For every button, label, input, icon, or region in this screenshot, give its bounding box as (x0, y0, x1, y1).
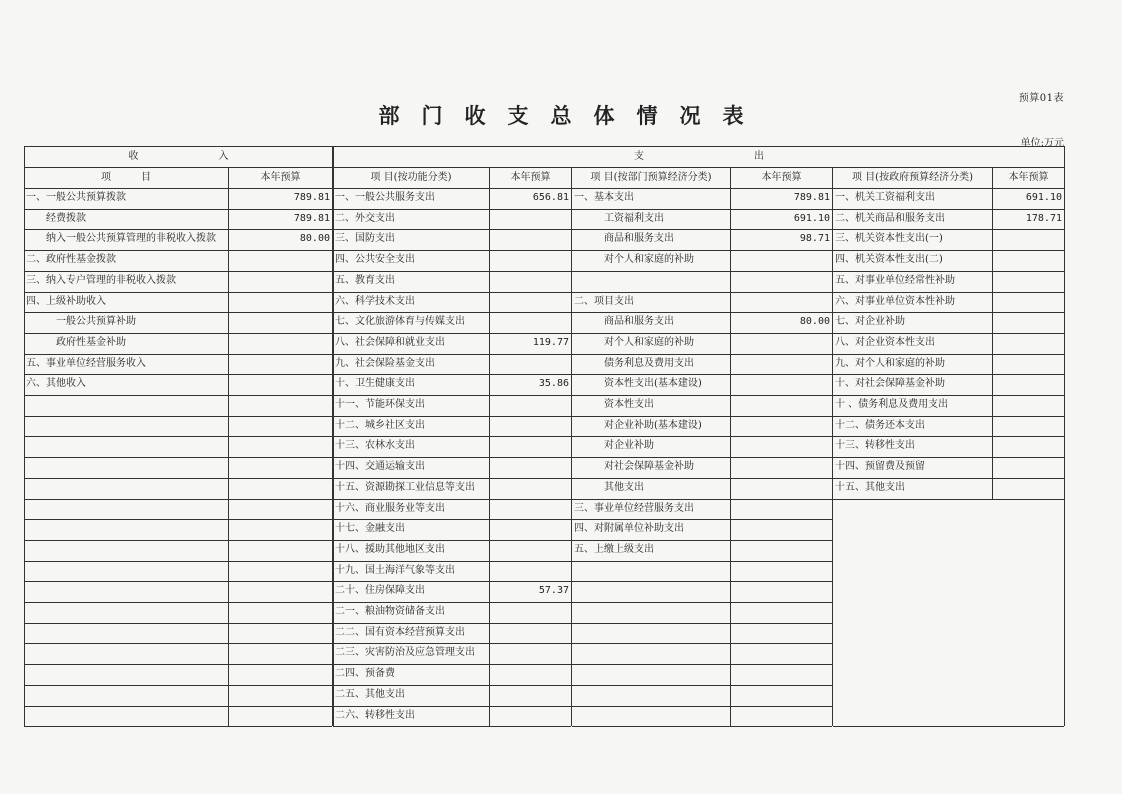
func-item-label: 二六、转移性支出 (335, 710, 415, 721)
gov-item-label: 一、机关工资福利支出 (835, 192, 935, 203)
gov-item-label: 六、对事业单位资本性补助 (835, 296, 955, 307)
gov-item-label: 九、对个人和家庭的补助 (835, 358, 945, 369)
dept-item-label: 商品和服务支出 (604, 316, 674, 327)
func-item-label: 十一、节能环保支出 (335, 399, 425, 410)
grid-line (489, 167, 490, 726)
func-item-label: 二、外交支出 (335, 213, 395, 224)
gov-item-label: 十 、债务利息及费用支出 (835, 399, 949, 410)
income-item-value: 789.81 (293, 192, 330, 203)
header-gov-budget: 本年预算 (1008, 172, 1049, 183)
grid-line (572, 581, 832, 582)
func-item-label: 二二、国有资本经营预算支出 (335, 627, 465, 638)
func-item-value: 35.86 (538, 378, 569, 389)
dept-item-label: 其他支出 (604, 482, 644, 493)
grid-line (572, 685, 832, 686)
income-item-label: 六、其他收入 (26, 378, 86, 389)
grid-line (572, 706, 832, 707)
dept-item-value: 789.81 (793, 192, 830, 203)
dept-item-label: 五、上缴上级支出 (574, 544, 654, 555)
func-item-label: 二四、预备费 (335, 668, 395, 679)
func-item-label: 二五、其他支出 (335, 689, 405, 700)
grid-line (24, 519, 332, 520)
func-item-value: 57.37 (538, 585, 569, 596)
dept-item-label: 工资福利支出 (604, 213, 664, 224)
func-item-label: 二三、灾害防治及应急管理支出 (335, 647, 475, 658)
grid-line (572, 271, 832, 272)
dept-item-label: 对个人和家庭的补助 (604, 254, 694, 265)
dept-item-label: 资本性支出(基本建设) (604, 378, 702, 389)
gov-item-label: 二、机关商品和服务支出 (835, 213, 945, 224)
grid-line (24, 416, 332, 417)
gov-item-label: 三、机关资本性支出(一) (835, 233, 943, 244)
func-item-label: 一、一般公共服务支出 (335, 192, 435, 203)
dept-item-label: 对企业补助 (604, 440, 654, 451)
grid-line (572, 623, 832, 624)
gov-item-label: 十二、债务还本支出 (835, 420, 925, 431)
grid-line (228, 167, 229, 726)
income-item-label: 一、一般公共预算拨款 (26, 192, 126, 203)
gov-item-label: 十三、转移性支出 (835, 440, 915, 451)
grid-line (24, 457, 332, 458)
grid-line (24, 395, 332, 396)
header-func-item: 项 目(按功能分类) (370, 172, 452, 183)
gov-item-label: 五、对事业单位经常性补助 (835, 275, 955, 286)
income-item-label: 政府性基金补助 (56, 337, 126, 348)
income-item-label: 经费拨款 (46, 213, 86, 224)
func-item-value: 656.81 (532, 192, 569, 203)
func-item-label: 十、卫生健康支出 (335, 378, 415, 389)
func-item-label: 十六、商业服务业等支出 (335, 503, 445, 514)
func-item-label: 十二、城乡社区支出 (335, 420, 425, 431)
grid-line (24, 540, 332, 541)
dept-item-label: 三、事业单位经营服务支出 (574, 503, 694, 514)
gov-item-value: 691.10 (1025, 192, 1062, 203)
grid-line (333, 726, 571, 727)
dept-item-label: 对企业补助(基本建设) (604, 420, 702, 431)
grid-line (1064, 146, 1065, 726)
page-title: 部门收支总体情况表 (378, 103, 766, 128)
grid-line (571, 167, 572, 726)
func-item-label: 三、国防支出 (335, 233, 395, 244)
grid-line (24, 561, 332, 562)
grid-line (572, 726, 832, 727)
dept-item-value: 691.10 (793, 213, 830, 224)
dept-item-label: 四、对附属单位补助支出 (574, 523, 684, 534)
grid-line (24, 685, 332, 686)
grid-line (572, 602, 832, 603)
gov-item-label: 四、机关资本性支出(二) (835, 254, 943, 265)
grid-line (992, 167, 993, 499)
func-item-label: 七、文化旅游体育与传媒支出 (335, 316, 465, 327)
func-item-label: 十五、资源勘探工业信息等支出 (335, 482, 475, 493)
grid-line (24, 146, 25, 726)
dept-item-label: 对社会保障基金补助 (604, 461, 694, 472)
header-income-item: 项 目 (101, 172, 151, 183)
header-income: 收 入 (128, 151, 229, 162)
income-item-label: 四、上级补助收入 (26, 296, 106, 307)
income-item-label: 三、纳入专户管理的非税收入拨款 (26, 275, 176, 286)
grid-line (572, 561, 832, 562)
func-item-label: 四、公共安全支出 (335, 254, 415, 265)
gov-item-value: 178.71 (1025, 213, 1062, 224)
grid-line (833, 499, 1064, 500)
grid-line (730, 167, 731, 726)
grid-line (24, 602, 332, 603)
header-dept-budget: 本年预算 (761, 172, 802, 183)
grid-line (24, 643, 332, 644)
func-item-label: 十七、金融支出 (335, 523, 405, 534)
func-item-label: 二一、粮油物资储备支出 (335, 606, 445, 617)
dept-item-label: 商品和服务支出 (604, 233, 674, 244)
grid-line (24, 623, 332, 624)
gov-item-label: 十四、预留费及预留 (835, 461, 925, 472)
dept-item-value: 80.00 (799, 316, 830, 327)
func-item-label: 九、社会保险基金支出 (335, 358, 435, 369)
income-item-value: 80.00 (299, 233, 330, 244)
header-income-budget: 本年预算 (260, 172, 301, 183)
func-item-label: 十九、国土海洋气象等支出 (335, 565, 455, 576)
grid-line (24, 581, 332, 582)
grid-line (24, 436, 332, 437)
income-item-label: 五、事业单位经营服务收入 (26, 358, 146, 369)
dept-item-label: 二、项目支出 (574, 296, 634, 307)
dept-item-label: 资本性支出 (604, 399, 654, 410)
header-gov-item: 项 目(按政府预算经济分类) (852, 172, 973, 183)
dept-item-value: 98.71 (799, 233, 830, 244)
func-item-label: 六、科学技术支出 (335, 296, 415, 307)
grid-line (333, 146, 334, 726)
income-item-value: 789.81 (293, 213, 330, 224)
func-item-label: 五、教育支出 (335, 275, 395, 286)
dept-item-label: 对个人和家庭的补助 (604, 337, 694, 348)
gov-item-label: 十、对社会保障基金补助 (835, 378, 945, 389)
gov-item-label: 十五、其他支出 (835, 482, 905, 493)
grid-line (572, 643, 832, 644)
grid-line (24, 499, 332, 500)
func-item-label: 十四、交通运输支出 (335, 461, 425, 472)
header-dept-item: 项 目(按部门预算经济分类) (590, 172, 712, 183)
grid-line (24, 478, 332, 479)
income-item-label: 一般公共预算补助 (56, 316, 136, 327)
grid-line (24, 664, 332, 665)
unit-label: 单位:万元 (1020, 138, 1064, 149)
func-item-label: 八、社会保障和就业支出 (335, 337, 445, 348)
income-item-label: 二、政府性基金拨款 (26, 254, 116, 265)
header-func-budget: 本年预算 (510, 172, 551, 183)
func-item-label: 二十、住房保障支出 (335, 585, 425, 596)
func-item-value: 119.77 (532, 337, 569, 348)
grid-line (572, 664, 832, 665)
func-item-label: 十八、援助其他地区支出 (335, 544, 445, 555)
func-item-label: 十三、农林水支出 (335, 440, 415, 451)
dept-item-label: 一、基本支出 (574, 192, 634, 203)
grid-line (24, 706, 332, 707)
header-expenditure: 支 出 (634, 151, 764, 162)
gov-item-label: 七、对企业补助 (835, 316, 905, 327)
dept-item-label: 债务利息及费用支出 (604, 358, 694, 369)
grid-line (24, 726, 332, 727)
grid-line (833, 726, 1064, 727)
form-number: 预算01表 (1018, 93, 1064, 104)
gov-item-label: 八、对企业资本性支出 (835, 337, 935, 348)
income-item-label: 纳入一般公共预算管理的非税收入拨款 (46, 233, 216, 244)
